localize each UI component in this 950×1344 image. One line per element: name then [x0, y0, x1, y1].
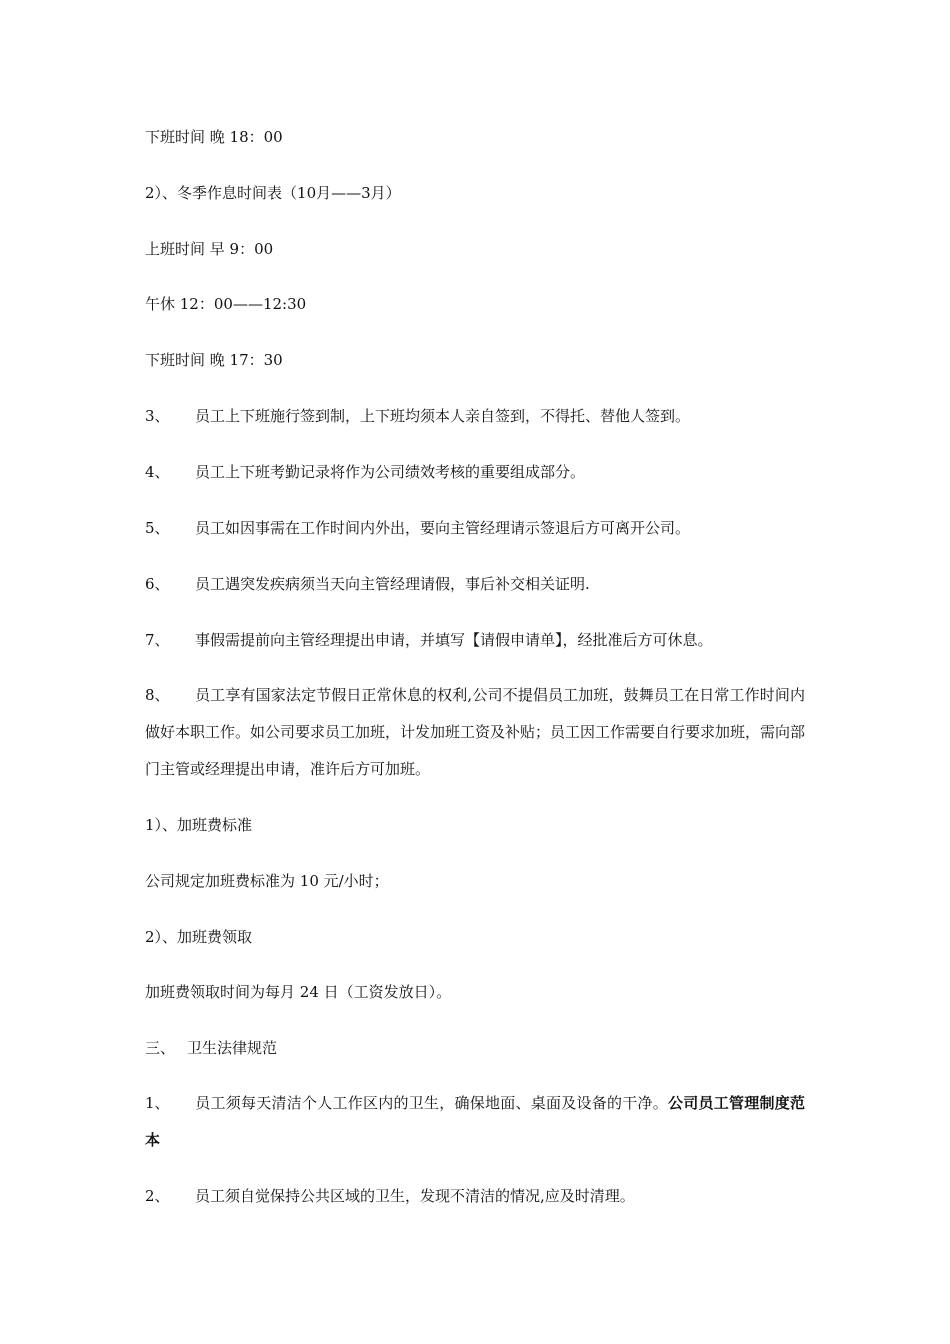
rule-text: 员工须自觉保持公共区域的卫生，发现不清洁的情况,应及时清理。	[195, 1187, 635, 1205]
rule-number: 7、	[145, 631, 170, 649]
section-3-heading	[145, 1038, 277, 1058]
rule-number: 8、	[145, 686, 170, 704]
rule-text: 员工须每天清洁个人工作区内的卫生，确保地面、桌面及设备的干净。	[195, 1094, 668, 1112]
rule-text: 员工上下班施行签到制，上下班均须本人亲自签到，不得托、替他人签到。	[195, 407, 691, 425]
rule-text: 员工遇突发疾病须当天向主管经理请假，事后补交相关证明.	[195, 575, 590, 593]
rule-text: 员工享有国家法定节假日正常休息的权利,公司不提倡员工加班，鼓舞员工在日常工作时间内做好本职工作。如公司要求员工加班，计发加班工资及补贴；员工因工作需要自行要求加班，需向部门主管或经理提出申请，准许后方可加班。	[145, 686, 806, 778]
hygiene-item-1	[145, 1085, 805, 1159]
overtime-standard-heading: 1）、加班费标准	[145, 816, 253, 834]
rule-number: 3、	[145, 407, 170, 425]
rule-text: 事假需提前向主管经理提出申请，并填写【请假申请单】，经批准后方可休息。	[195, 631, 713, 649]
overtime-collect-text: 加班费领取时间为每月 24 日（工资发放日）。	[145, 983, 452, 1001]
rule-item-6	[145, 574, 590, 594]
rule-number: 2、	[145, 1187, 170, 1205]
rule-number: 5、	[145, 519, 170, 537]
winter-schedule-heading: 2）、冬季作息时间表（10月——3月）	[145, 184, 401, 202]
document-title-inline: 公司员工管理制度范本	[145, 1094, 805, 1149]
overtime-standard-text: 公司规定加班费标准为 10 元/小时；	[145, 872, 389, 890]
overtime-collect-heading: 2）、加班费领取	[145, 928, 253, 946]
section-number: 三、	[145, 1039, 176, 1057]
rule-text: 员工如因事需在工作时间内外出，要向主管经理请示签退后方可离开公司。	[195, 519, 691, 537]
hygiene-item-2	[145, 1186, 635, 1206]
on-work-time-winter: 上班时间 早 9：00	[145, 240, 274, 258]
rule-item-8	[145, 677, 805, 788]
rule-item-5	[145, 518, 690, 538]
rule-item-3	[145, 406, 690, 426]
rule-number: 1、	[145, 1094, 170, 1112]
section-title: 卫生法律规范	[187, 1039, 278, 1057]
rule-number: 6、	[145, 575, 170, 593]
rule-number: 4、	[145, 463, 170, 481]
rule-item-7	[145, 630, 713, 650]
rule-text: 员工上下班考勤记录将作为公司绩效考核的重要组成部分。	[195, 463, 586, 481]
off-work-time-summer: 下班时间 晚 18：00	[145, 128, 283, 146]
off-work-time-winter: 下班时间 晚 17：30	[145, 351, 283, 369]
lunch-break-winter: 午休 12：00——12:30	[145, 295, 307, 313]
rule-item-4	[145, 462, 585, 482]
